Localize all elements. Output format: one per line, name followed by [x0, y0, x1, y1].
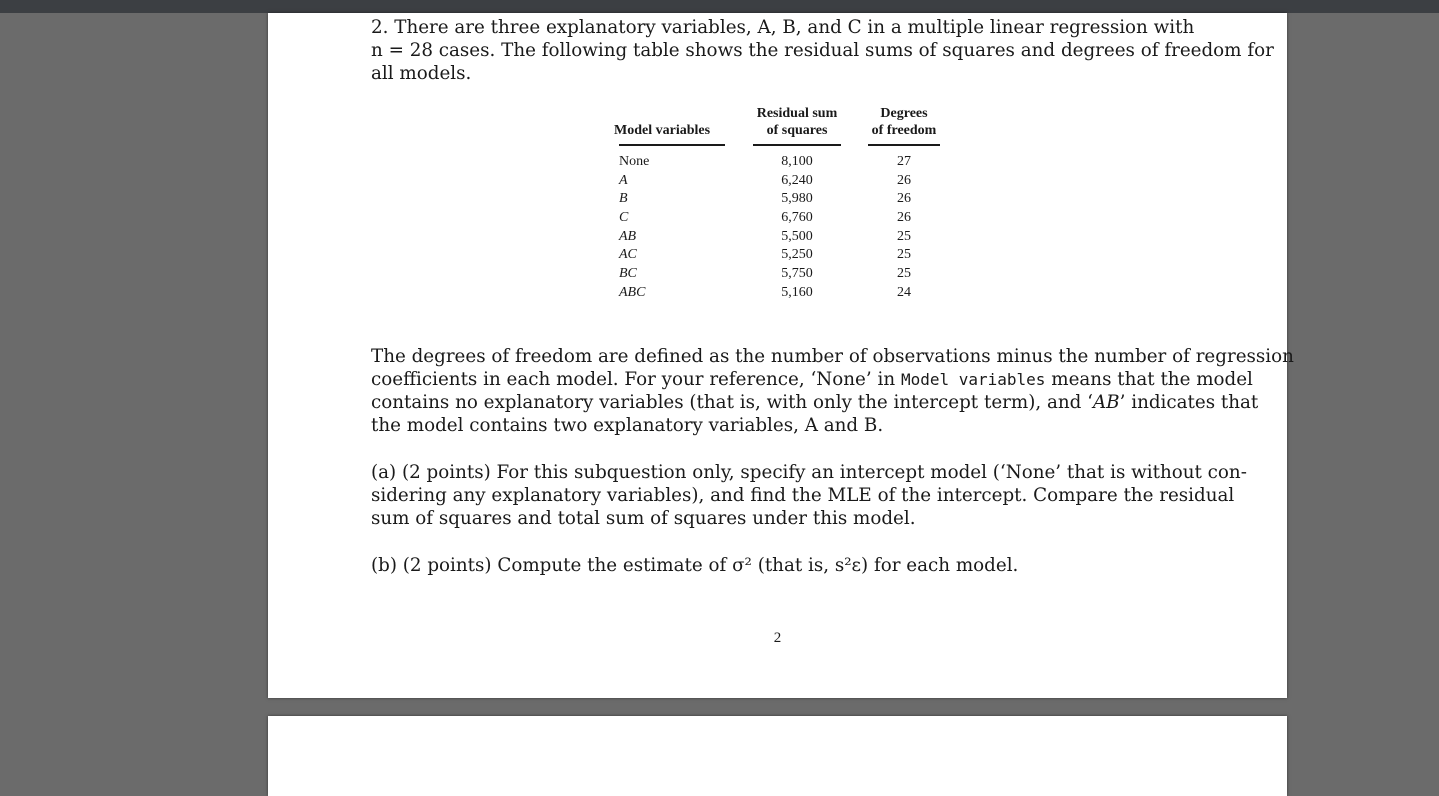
cell-model: None — [619, 154, 650, 169]
cell-rss: 6,760 — [781, 210, 813, 226]
cell-df: 24 — [897, 284, 911, 300]
cell-rss: 5,160 — [781, 284, 813, 300]
part-b-line: (b) (2 points) Compute the estimate of σ² (that is, s²ε) for each model. — [371, 555, 1019, 576]
header-df-line2: of freedom — [871, 123, 937, 138]
cell-rss: 8,100 — [781, 154, 813, 169]
column-rss — [753, 153, 841, 303]
cell-model: B — [619, 191, 628, 207]
column-model-variables — [619, 153, 719, 303]
header-rule-rss — [753, 144, 841, 146]
header-rule-model — [619, 144, 725, 146]
code-model-variables: Model variables — [900, 370, 1046, 389]
header-model-variables: Model variables — [614, 123, 711, 138]
header-df-line1: Degrees — [880, 106, 928, 121]
part-b — [371, 554, 1183, 577]
definition-paragraph — [371, 345, 1294, 437]
part-a-line: (a) (2 points) For this subquestion only, specify an intercept model (‘None’ that is without con- — [371, 462, 1247, 483]
cell-rss: 5,500 — [781, 228, 813, 244]
cell-df: 27 — [897, 154, 911, 169]
pdf-page-3 — [268, 716, 1287, 796]
cell-rss: 6,240 — [781, 172, 813, 188]
part-a-line: sum of squares and total sum of squares under this model. — [371, 508, 916, 529]
definition-line: coefficients in each model. For your reference, ‘None’ in Model variables means that the model — [371, 369, 1253, 390]
part-a-line: sidering any explanatory variables), and find the MLE of the intercept. Compare the residual — [371, 485, 1235, 506]
viewer-top-bar — [0, 0, 1439, 13]
intro-line: n = 28 cases. The following table shows the residual sums of squares and degrees of freedom for — [371, 40, 1274, 61]
cell-df: 25 — [897, 266, 911, 282]
pdf-page-2 — [268, 13, 1294, 698]
cell-df: 26 — [897, 191, 911, 207]
intro-line: all models. — [371, 63, 472, 84]
intro-line: 2. There are three explanatory variables, A, B, and C in a multiple linear regression with — [371, 17, 1195, 38]
rss-table — [268, 13, 1287, 313]
part-a — [371, 461, 1247, 530]
header-rss-line2: of squares — [766, 123, 828, 138]
cell-model: C — [619, 210, 629, 226]
header-rule-df — [868, 144, 940, 146]
cell-model: AC — [619, 247, 637, 263]
cell-df: 26 — [897, 210, 911, 226]
definition-line: the model contains two explanatory variables, A and B. — [371, 415, 884, 436]
cell-rss: 5,750 — [781, 266, 813, 282]
definition-line: contains no explanatory variables (that is, with only the intercept term), and ‘AB’ indicates that — [371, 392, 1259, 413]
definition-line: The degrees of freedom are defined as the number of observations minus the number of regression — [371, 346, 1294, 367]
cell-model: ABC — [619, 284, 646, 300]
cell-rss: 5,250 — [781, 247, 813, 263]
cell-model: A — [619, 172, 628, 188]
cell-rss: 5,980 — [781, 191, 813, 207]
cell-df: 25 — [897, 247, 911, 263]
cell-df: 25 — [897, 228, 911, 244]
cell-df: 26 — [897, 172, 911, 188]
column-df — [868, 153, 940, 303]
cell-model: BC — [619, 266, 637, 282]
page-number: 2 — [773, 630, 782, 646]
header-rss-line1: Residual sum — [756, 106, 838, 121]
cell-model: AB — [619, 228, 637, 244]
